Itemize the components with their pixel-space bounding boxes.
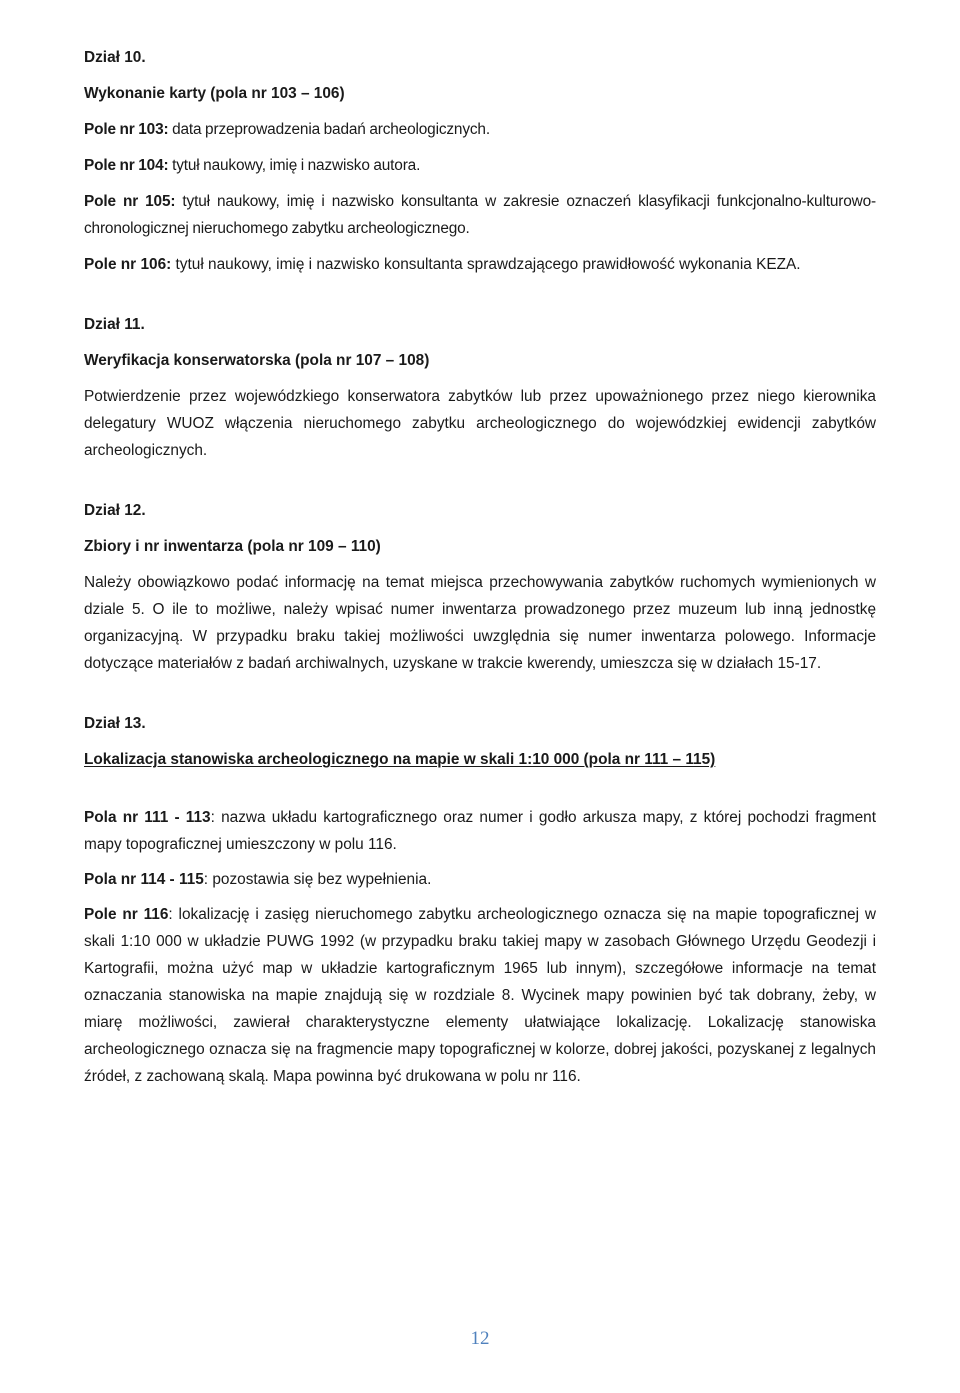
section-11-subheading: Weryfikacja konserwatorska (pola nr 107 – 108) xyxy=(84,352,430,369)
field-116-description xyxy=(84,901,876,1090)
section-10-subheading: Wykonanie karty (pola nr 103 – 106) xyxy=(84,85,345,102)
field-103-description xyxy=(84,116,876,143)
section-13-subheading: Lokalizacja stanowiska archeologicznego na mapie w skali 1:10 000 (pola nr 111 – 115) xyxy=(84,751,716,768)
section-11-body: Potwierdzenie przez wojewódzkiego konserwatora zabytków lub przez upoważnionego przez niego kierownika delegatury WUOZ włączenia nieruchomego zabytku archeologicznego do wojewódzkiej ewidencji zabytków archeologicznych. xyxy=(84,388,876,459)
field-116-text: : lokalizację i zasięg nieruchomego zabytku archeologicznego oznacza się na mapie topograficznej w skali 1:10 000 w układzie PUWG 1992 (w przypadku braku takiej mapy w zasobach Głównego Urzędu Geodezji i Kartografii, można użyć map w układzie kartograficznym 1965 lub innym), szczegółowe informacje na temat oznaczania stanowiska na mapie znajdują się w rozdziale 8. Wycinek mapy powinien być tak dobrany, żeby, w miarę możliwości, zawierał charakterystyczne elementy ułatwiające lokalizację. Lokalizację stanowiska archeologicznego oznacza się na fragmencie mapy topograficznej w kolorze, dobrej jakości, pozyskanej z legalnych źródeł, z zachowaną skalą. Mapa powinna być drukowana w polu nr 116. xyxy=(84,906,876,1085)
field-104-label: Pole nr 104: xyxy=(84,157,169,174)
field-104-description xyxy=(84,152,876,179)
section-12-heading: Dział 12. xyxy=(84,502,146,519)
field-114-115-label: Pola nr 114 - 115 xyxy=(84,871,204,888)
document-page xyxy=(84,44,876,1090)
page-number: 12 xyxy=(470,1328,490,1349)
field-116-label: Pole nr 116 xyxy=(84,906,169,923)
field-111-113-text: : nazwa układu kartograficznego oraz numer i godło arkusza mapy, z której pochodzi fragment mapy topograficznej umieszczony w polu 116. xyxy=(84,809,876,853)
field-106-label: Pole nr 106: xyxy=(84,256,172,273)
field-105-text: tytuł naukowy, imię i nazwisko konsultanta w zakresie oznaczeń klasyfikacji funkcjonalno-kulturowo-chronologicznej nieruchomego zabytku archeologicznego. xyxy=(84,193,876,237)
section-10-heading: Dział 10. xyxy=(84,49,146,66)
field-103-text: data przeprowadzenia badań archeologicznych. xyxy=(168,121,490,138)
field-105-label: Pole nr 105: xyxy=(84,193,176,210)
section-13-heading: Dział 13. xyxy=(84,715,146,732)
section-11-heading: Dział 11. xyxy=(84,316,145,333)
field-103-label: Pole nr 103: xyxy=(84,121,169,138)
field-106-text: tytuł naukowy, imię i nazwisko konsultanta sprawdzającego prawidłowość wykonania KEZA. xyxy=(171,256,801,273)
field-104-text: tytuł naukowy, imię i nazwisko autora. xyxy=(168,157,421,174)
field-114-115-text: : pozostawia się bez wypełnienia. xyxy=(203,871,432,888)
section-12-subheading: Zbiory i nr inwentarza (pola nr 109 – 110) xyxy=(84,538,381,555)
field-106-description xyxy=(84,251,876,278)
field-114-115-description xyxy=(84,866,876,893)
field-111-113-label: Pola nr 111 - 113 xyxy=(84,809,211,826)
field-111-113-description xyxy=(84,804,876,858)
field-105-description xyxy=(84,188,876,242)
section-12-body: Należy obowiązkowo podać informację na temat miejsca przechowywania zabytków ruchomych wymienionych w dziale 5. O ile to możliwe, należy wpisać numer inwentarza prowadzonego przez muzeum lub inną jednostkę organizacyjną. W przypadku braku takiej możliwości uwzględnia się numer inwentarza polowego. Informacje dotyczące materiałów z badań archiwalnych, uzyskane w trakcie kwerendy, umieszcza się w działach 15-17. xyxy=(84,574,876,672)
